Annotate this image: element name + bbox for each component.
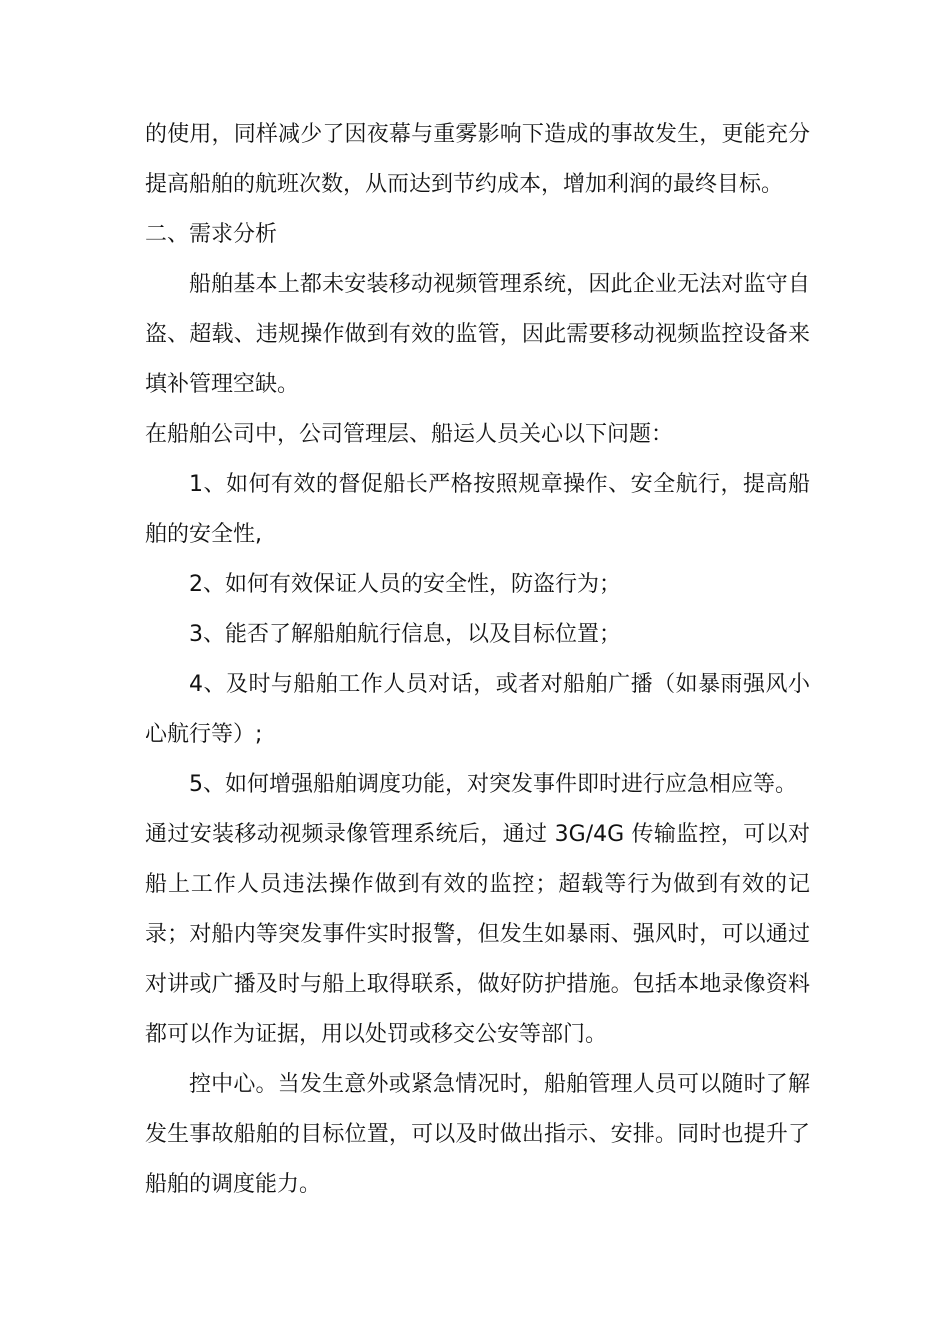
list-item-2: 2、如何有效保证人员的安全性，防盗行为； bbox=[189, 572, 621, 597]
section-heading-requirements: 二、需求分析 bbox=[145, 222, 278, 247]
list-item-3: 3、能否了解船舶航行信息，以及目标位置； bbox=[189, 622, 621, 647]
list-item-5: 5、如何增强船舶调度功能，对突发事件即时进行应急相应等。 bbox=[189, 772, 797, 797]
paragraph-background: 船舶基本上都未安装移动视频管理系统，因此企业无法对监守自盗、超载、违规操作做到有效的监管，因此需要移动视频监控设备来填补管理空缺。 bbox=[145, 272, 810, 397]
paragraph-concerns-intro: 在船舶公司中，公司管理层、船运人员关心以下问题： bbox=[145, 422, 674, 447]
paragraph-solution: 通过安装移动视频录像管理系统后，通过 3G/4G 传输监控，可以对船上工作人员违法操作做到有效的监控；超载等行为做到有效的记录；对船内等突发事件实时报警，但发生如暴雨、强风时，可以通过对讲或广播及时与船上取得联系，做好防护措施。包括本地录像资料都可以作为证据，用以处罚或移交公安等部门。 bbox=[145, 822, 810, 1047]
paragraph-control-center: 控中心。当发生意外或紧急情况时，船舶管理人员可以随时了解发生事故船舶的目标位置，可以及时做出指示、安排。同时也提升了船舶的调度能力。 bbox=[145, 1072, 810, 1197]
list-item-1: 1、如何有效的督促船长严格按照规章操作、安全航行，提高船舶的安全性, bbox=[145, 472, 810, 547]
list-item-4: 4、及时与船舶工作人员对话，或者对船舶广播（如暴雨强风小心航行等）; bbox=[145, 672, 810, 747]
paragraph-continued-text: 的使用，同样减少了因夜幕与重雾影响下造成的事故发生，更能充分提高船舶的航班次数，从而达到节约成本，增加利润的最终目标。 bbox=[145, 122, 810, 197]
document-body bbox=[145, 110, 810, 1210]
